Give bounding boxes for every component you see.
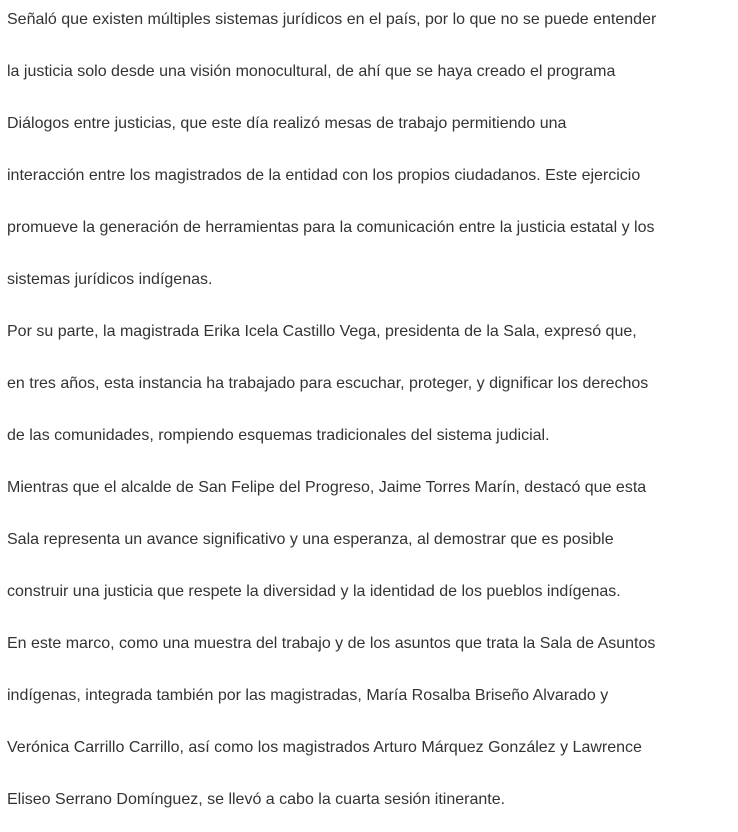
- text-line: En este marco, como una muestra del trabajo y de los asuntos que trata la Sala de Asuntos: [7, 635, 656, 652]
- text-line: interacción entre los magistrados de la entidad con los propios ciudadanos. Este ejercicio: [7, 167, 641, 184]
- text-line: construir una justicia que respete la diversidad y la identidad de los pueblos indígenas.: [7, 583, 621, 600]
- text-line: Sala representa un avance significativo y una esperanza, al demostrar que es posible: [7, 531, 614, 548]
- paragraph-magistrada-castillo: [7, 312, 732, 468]
- text-line: promueve la generación de herramientas para la comunicación entre la justicia estatal y los: [7, 219, 655, 236]
- text-line: Mientras que el alcalde de San Felipe del Progreso, Jaime Torres Marín, destacó que esta: [7, 479, 647, 496]
- text-line: Señaló que existen múltiples sistemas jurídicos en el país, por lo que no se puede entender: [7, 11, 657, 28]
- paragraph-dialogos-entre-justicias: [7, 0, 732, 312]
- paragraph-sesion-itinerante: [7, 624, 732, 832]
- text-line: Diálogos entre justicias, que este día realizó mesas de trabajo permitiendo una: [7, 115, 567, 132]
- text-line: indígenas, integrada también por las magistradas, María Rosalba Briseño Alvarado y: [7, 687, 609, 704]
- text-line: Eliseo Serrano Domínguez, se llevó a cabo la cuarta sesión itinerante.: [7, 791, 506, 808]
- text-line: de las comunidades, rompiendo esquemas tradicionales del sistema judicial.: [7, 427, 550, 444]
- text-line: en tres años, esta instancia ha trabajado para escuchar, proteger, y dignificar los derechos: [7, 375, 649, 392]
- text-line: sistemas jurídicos indígenas.: [7, 271, 213, 288]
- text-line: Por su parte, la magistrada Erika Icela Castillo Vega, presidenta de la Sala, expresó que,: [7, 323, 637, 340]
- article-body: [7, 0, 732, 832]
- text-line: Verónica Carrillo Carrillo, así como los magistrados Arturo Márquez González y Lawrence: [7, 739, 642, 756]
- text-line: la justicia solo desde una visión monocultural, de ahí que se haya creado el programa: [7, 63, 616, 80]
- paragraph-alcalde-torres: [7, 468, 732, 624]
